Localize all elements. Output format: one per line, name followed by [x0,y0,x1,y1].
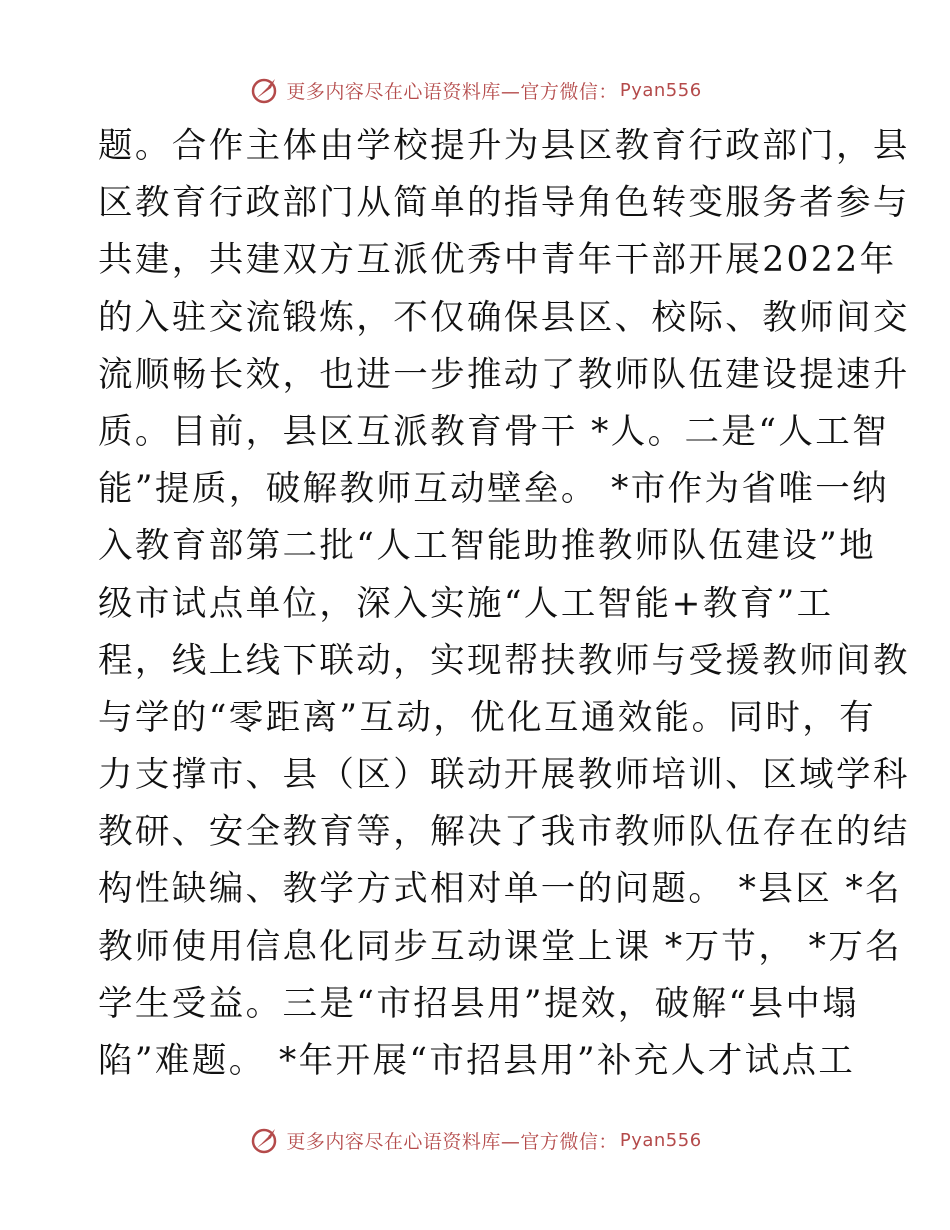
text-line: 的入驻交流锻炼，不仅确保县区、校际、教师间交 [98,297,910,338]
text-line: 质。目前，县区互派教育骨干 *人。二是“人工智 [98,411,890,452]
wechat-id: Pyan556 [619,1129,702,1151]
text-line: 级市试点单位，深入实施“人工智能+教育”工 [98,583,834,624]
document-body [98,118,910,1090]
text-line: 程，线上线下联动，实现帮扶教师与受援教师间教 [98,640,910,681]
footer-banner [0,1120,950,1160]
text-line: 学生受益。三是“市招县用”提效，破解“县中塌 [98,983,860,1024]
text-line: 能”提质，破解教师互动壁垒。 *市作为省唯一纳 [98,469,890,510]
text-line: 教研、安全教育等，解决了我市教师队伍存在的结 [98,812,910,853]
text-line: 构性缺编、教学方式相对单一的问题。 *县区 *名 [98,869,903,910]
wechat-id: Pyan556 [619,79,702,101]
quill-logo-icon [248,74,280,106]
text-line: 力支撑市、县（区）联动开展教师培训、区域学科 [98,755,910,796]
banner-text: 更多内容尽在心语资料库—官方微信： [286,1130,618,1153]
text-line: 陷”难题。 *年开展“市招县用”补充人才试点工 [98,1041,856,1081]
header-banner [0,70,950,110]
text-line: 教师使用信息化同步互动课堂上课 *万节， *万名 [98,926,903,967]
text-line: 与学的“零距离”互动，优化互通效能。同时，有 [98,697,877,738]
text-line: 流顺畅长效，也进一步推动了教师队伍建设提速升 [98,354,910,395]
text-line: 题。合作主体由学校提升为县区教育行政部门，县 [98,126,910,166]
text-line: 共建，共建双方互派优秀中青年干部开展2022年 [98,240,897,281]
text-line: 入教育部第二批“人工智能助推教师队伍建设”地 [98,526,877,567]
text-line: 区教育行政部门从简单的指导角色转变服务者参与 [98,183,910,224]
quill-logo-icon [248,1124,280,1156]
banner-text: 更多内容尽在心语资料库—官方微信： [286,80,618,103]
